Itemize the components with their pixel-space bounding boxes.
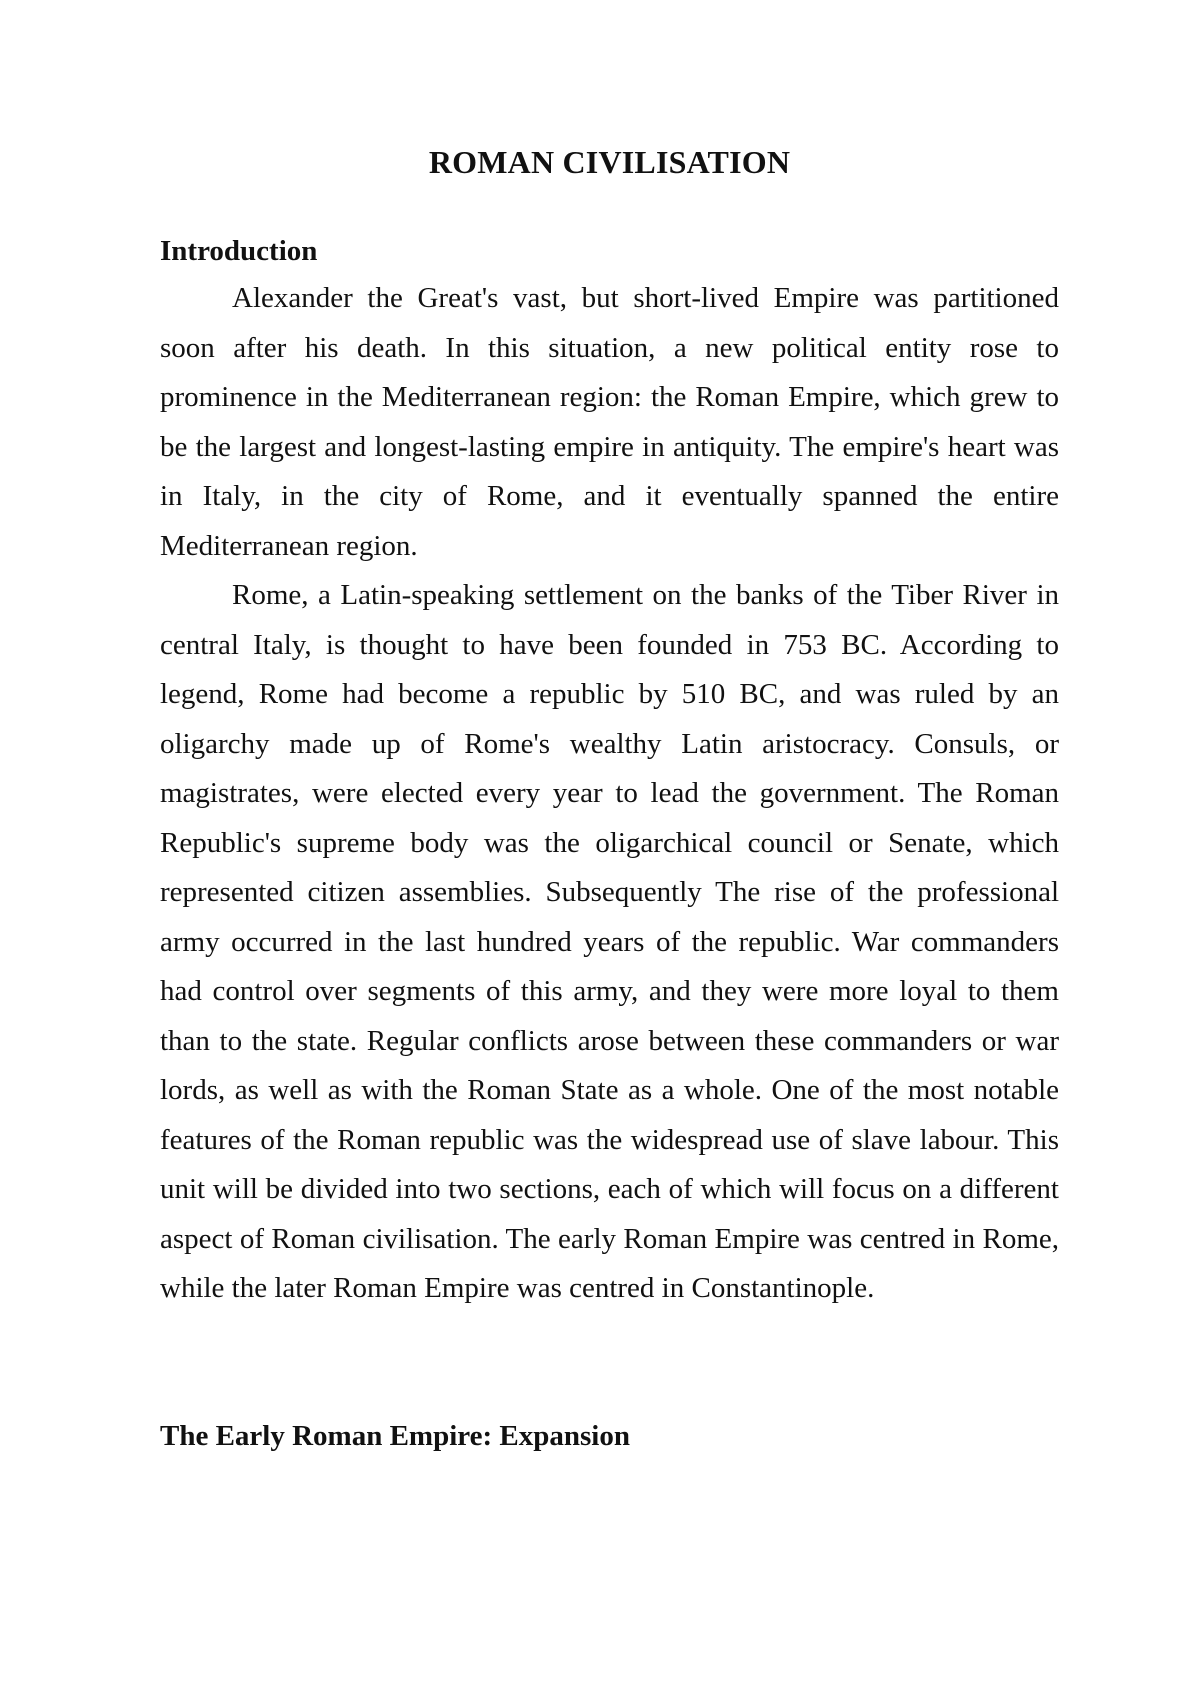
- paragraph-2: Rome, a Latin-speaking settlement on the banks of the Tiber River in central Italy, is thought to have been founded in 753 BC. According to legend, Rome had become a republic by 510 BC, and was ruled by an oligarchy made up of Rome's wealthy Latin aristocracy. Consuls, or magistrates, were elected every year to lead the government. The Roman Republic's supreme body was the oligarchical council or Senate, which represented citizen assemblies. Subsequently The rise of the professional army occurred in the last hundred years of the republic. War commanders had control over segments of this army, and they were more loyal to them than to the state. Regular conflicts arose between these commanders or war lords, as well as with the Roman State as a whole. One of the most notable features of the Roman republic was the widespread use of slave labour. This unit will be divided into two sections, each of which will focus on a different aspect of Roman civilisation. The early Roman Empire was centred in Rome, while the later Roman Empire was centred in Constantinople.: [160, 579, 1059, 1304]
- document-title: ROMAN CIVILISATION: [428, 144, 791, 180]
- introduction-heading: Introduction: [160, 235, 318, 267]
- document-body: [160, 140, 1059, 1459]
- paragraph-1: Alexander the Great's vast, but short-lived Empire was partitioned soon after his death. In this situation, a new political entity rose to prominence in the Mediterranean region: the Roman Empire, which grew to be the largest and longest-lasting empire in antiquity. The empire's heart was in Italy, in the city of Rome, and it eventually spanned the entire Mediterranean region.: [160, 282, 1059, 562]
- early-empire-heading: The Early Roman Empire: Expansion: [160, 1419, 630, 1452]
